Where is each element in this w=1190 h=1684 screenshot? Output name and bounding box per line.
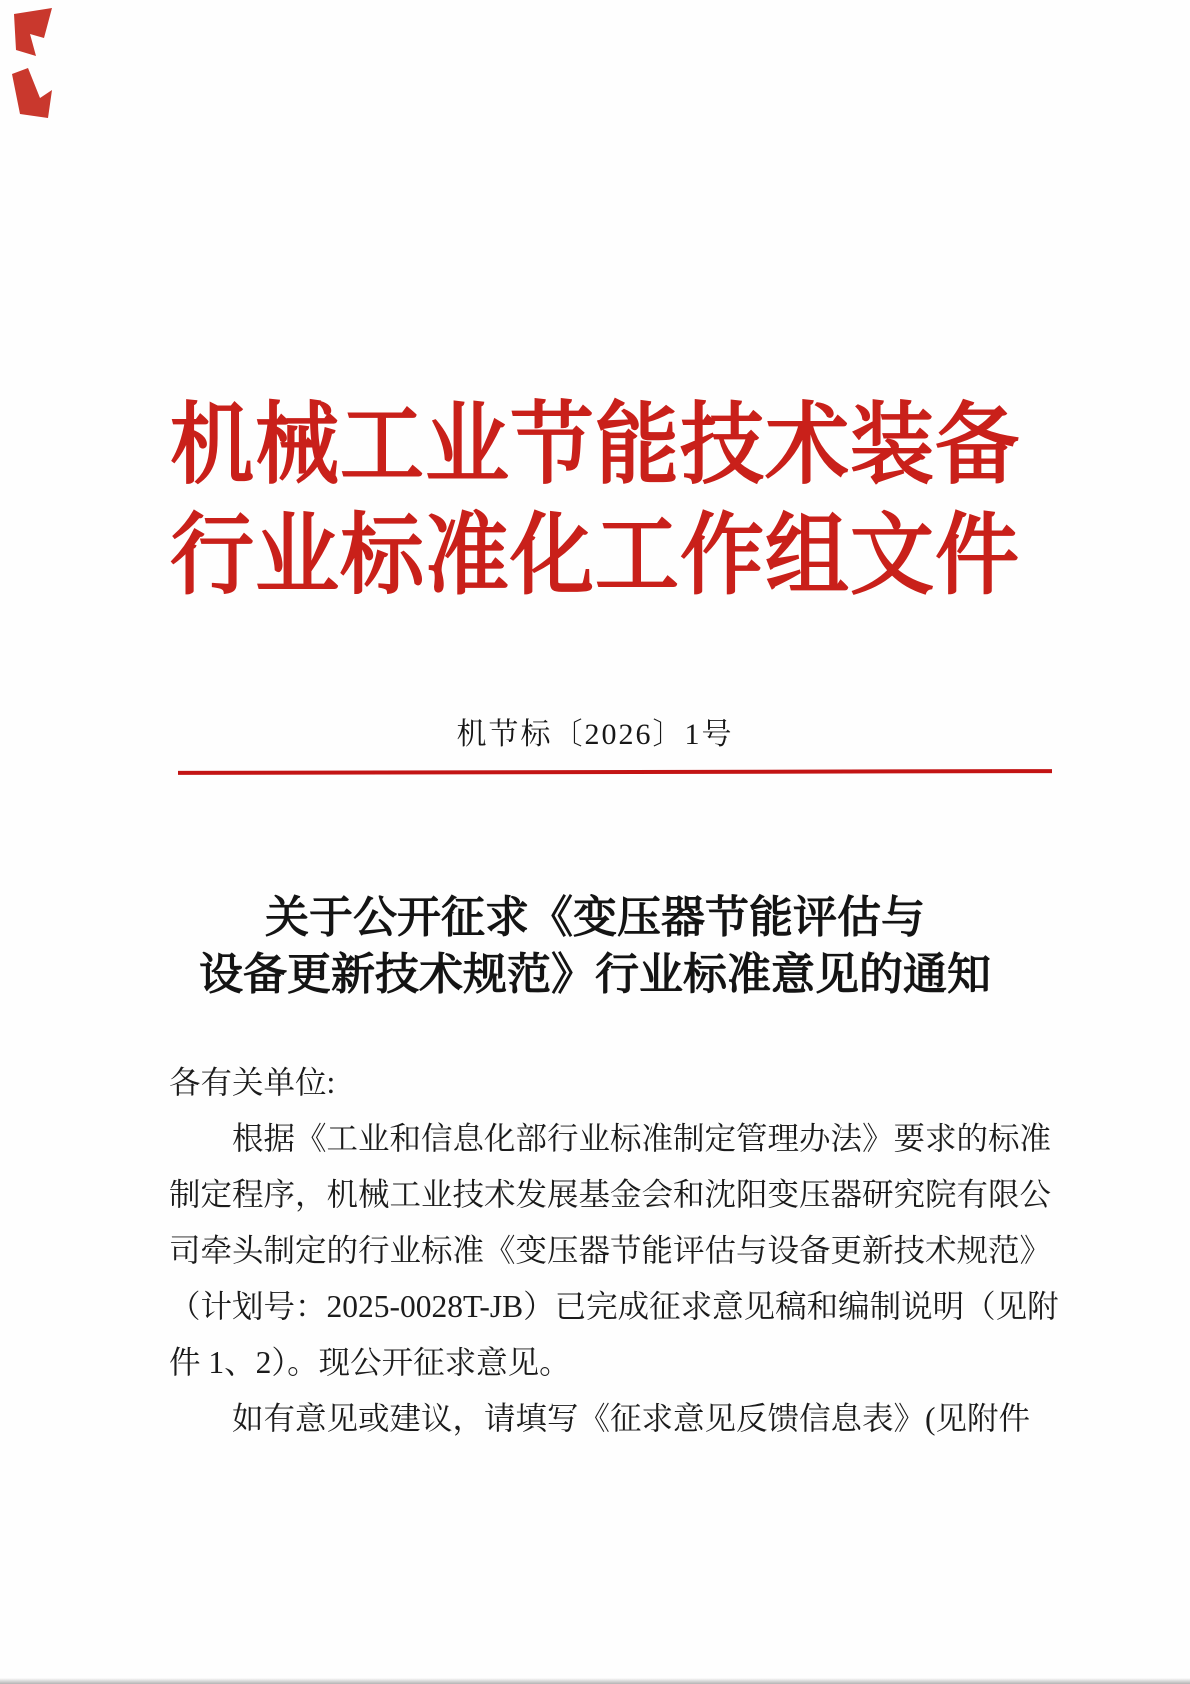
notice-title	[0, 889, 1190, 1003]
body-text	[169, 1055, 1059, 1447]
body-line: （计划号：2025-0028T-JB）已完成征求意见稿和编制说明（见附	[169, 1289, 1059, 1324]
notice-title-line-1: 关于公开征求《变压器节能评估与	[265, 893, 925, 942]
page-bottom-scan-shadow	[0, 1678, 1190, 1684]
red-ink-corner-mark-icon	[6, 4, 62, 134]
red-divider-rule	[178, 769, 1052, 775]
body-line: 如有意见或建议，请填写《征求意见反馈信息表》(见附件	[232, 1401, 1030, 1436]
body-line: 根据《工业和信息化部行业标准制定管理办法》要求的标准	[232, 1121, 1052, 1156]
body-line: 制定程序，机械工业技术发展基金会和沈阳变压器研究院有限公	[169, 1177, 1052, 1212]
masthead-line-1: 机械工业节能技术装备	[169, 397, 1020, 496]
salutation: 各有关单位:	[169, 1065, 336, 1100]
body-line: 司牵头制定的行业标准《变压器节能评估与设备更新技术规范》	[169, 1233, 1052, 1268]
document-number: 机节标〔2026〕1号	[456, 718, 734, 751]
masthead-line-2: 行业标准化工作组文件	[169, 507, 1020, 607]
masthead	[0, 392, 1190, 612]
notice-title-line-2: 设备更新技术规范》行业标准意见的通知	[199, 950, 991, 999]
body-line: 件 1、2）。现公开征求意见。	[169, 1345, 571, 1380]
